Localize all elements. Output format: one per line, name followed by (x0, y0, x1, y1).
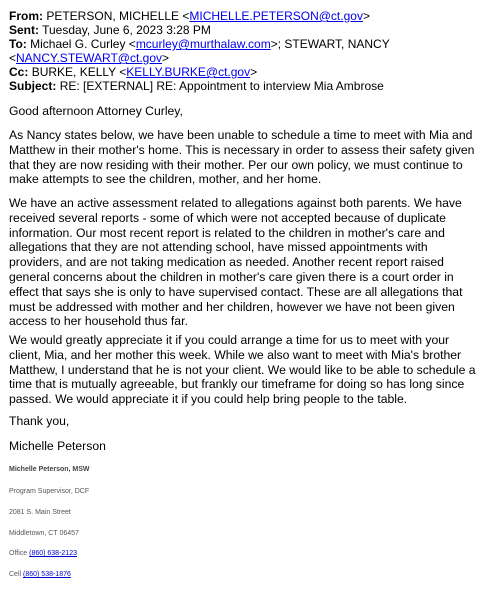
to-line (9, 37, 390, 51)
body-paragraph-2: We have an active assessment related to allegations against both parents. We have received several reports - some of which were not accepted because of duplicate information. Our most recent report is related to the children in mother's care and allegations that they are not attending school, have missed appointments with providers, and are not taking medication as needed. Another recent report raised general concerns about the children in mother's care given there is a court order in effect that says she is only to have supervised contact. These are all allegations that must be addressed with mother and her children, however we have not been given access to her household thus far. (9, 196, 463, 329)
body-paragraph-3: We would greatly appreciate it if you could arrange a time for us to meet with your client, Mia, and her mother this week. While we also want to meet with Mia's brother Matthew, I understand that he is not your client. We would like to be able to schedule a time that is mutually agreeable, but frankly our timeframe for doing so has long since passed. We would appreciate it if you could help bring people to the table. (9, 333, 476, 407)
signature-name-text: Michelle Peterson, MSW (9, 466, 90, 473)
to-email-link-1[interactable]: mcurley@murthalaw.com (135, 37, 271, 51)
body-paragraph-1: As Nancy states below, we have been unable to schedule a time to meet with Mia and Matthew in their mother's home. This is necessary in order to assess their safety given that they are now residing with their mother. Per our own policy, we must continue to make attempts to see the children, mother, and her home. (9, 128, 475, 187)
to-name-1: Michael G. Curley < (30, 37, 136, 51)
from-label: From: (9, 9, 43, 23)
sent-value: Tuesday, June 6, 2023 3:28 PM (42, 23, 211, 37)
sent-label: Sent: (9, 23, 39, 37)
to-email-link-2[interactable]: NANCY.STEWART@ct.gov (16, 51, 163, 65)
cc-name: BURKE, KELLY < (31, 65, 127, 79)
to-open-2: < (9, 51, 17, 65)
subject-line (9, 79, 384, 93)
signature-cell-line (9, 570, 71, 579)
signature-city: Middletown, CT 06457 (9, 530, 79, 537)
signature-office-line (9, 549, 77, 558)
to-close-2: > (162, 51, 170, 65)
cc-email-link[interactable]: KELLY.BURKE@ct.gov (126, 65, 251, 79)
from-close: > (362, 9, 370, 23)
from-email-link[interactable]: MICHELLE.PETERSON@ct.gov (189, 9, 363, 23)
office-phone-link[interactable]: (860) 638-2123 (29, 550, 77, 557)
cc-line (9, 65, 257, 79)
from-line (9, 9, 370, 23)
to-line-continued (9, 51, 169, 65)
signature-title: Program Supervisor, DCF (9, 488, 90, 495)
signer-name: Michelle Peterson (9, 439, 106, 453)
signature-name (9, 465, 90, 474)
office-label: Office (9, 550, 30, 557)
cc-close: > (250, 65, 258, 79)
sent-line (9, 23, 211, 37)
cc-label: Cc: (9, 65, 29, 79)
cell-phone-link[interactable]: (860) 538-1876 (23, 571, 71, 578)
subject-value: RE: [EXTERNAL] RE: Appointment to interview Mia Ambrose (59, 79, 384, 93)
signature-street: 2081 S. Main Street (9, 509, 71, 516)
greeting: Good afternoon Attorney Curley, (9, 104, 183, 118)
to-recipient-2: >; STEWART, NANCY (270, 37, 390, 51)
closing: Thank you, (9, 414, 70, 428)
from-name: PETERSON, MICHELLE < (46, 9, 190, 23)
to-label: To: (9, 37, 27, 51)
subject-label: Subject: (9, 79, 57, 93)
cell-label: Cell (9, 571, 24, 578)
